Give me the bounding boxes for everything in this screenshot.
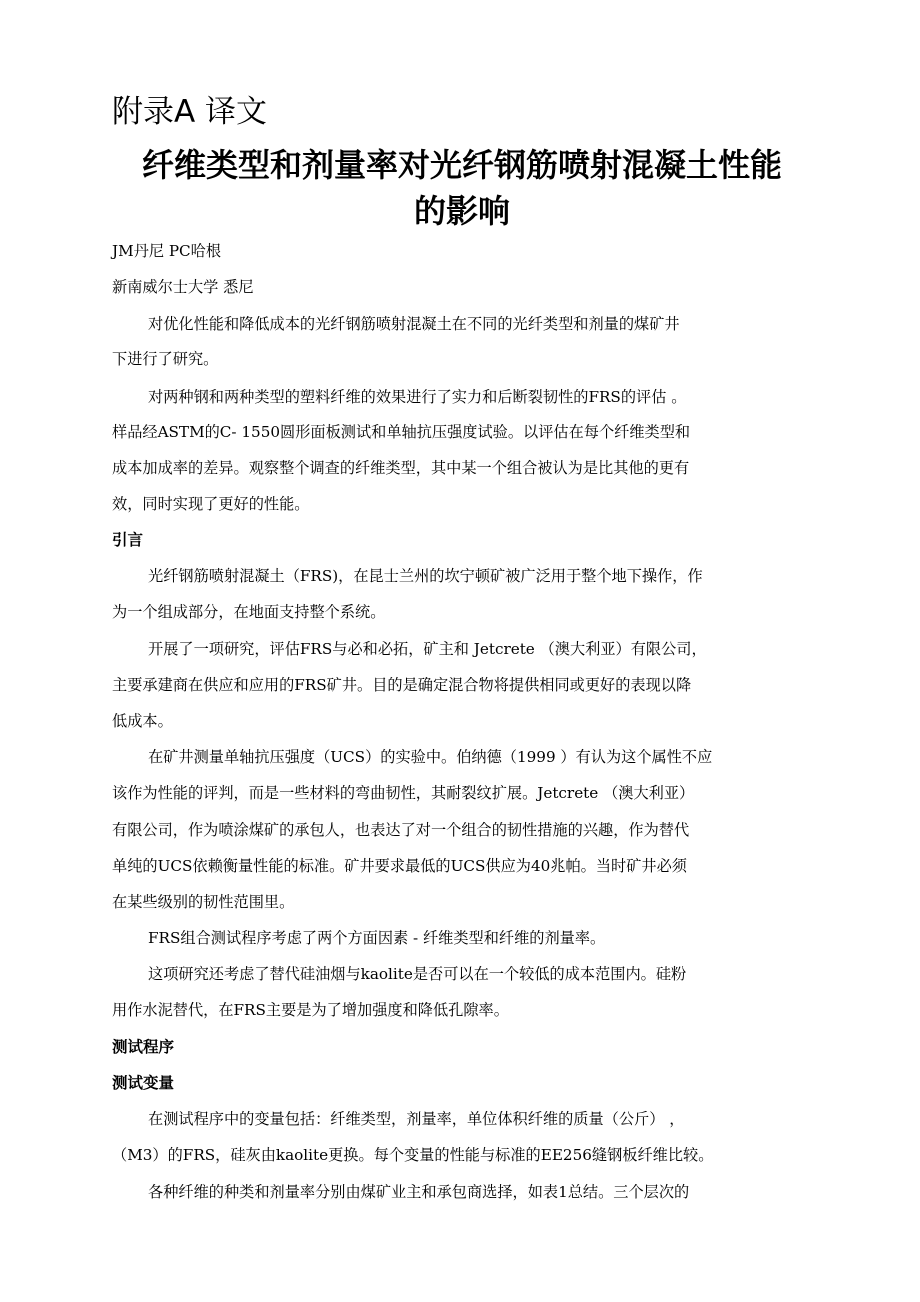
paragraph-line: 在某些级别的韧性范围里。 bbox=[112, 893, 295, 911]
section-heading-test-program: 测试程序 bbox=[112, 1038, 175, 1056]
paragraph-line: 效，同时实现了更好的性能。 bbox=[112, 495, 310, 513]
paragraph-line: 光纤钢筋喷射混凝土（FRS)，在昆士兰州的坎宁顿矿被广泛用于整个地下操作，作 bbox=[148, 567, 703, 585]
document-title bbox=[112, 142, 812, 234]
paragraph-line: 各种纤维的种类和剂量率分别由煤矿业主和承包商选择，如表1总结。三个层次的 bbox=[148, 1183, 690, 1201]
paragraph-line: 该作为性能的评判，而是一些材料的弯曲韧性，其耐裂纹扩展。Jetcrete （澳大利亚） bbox=[112, 784, 695, 802]
paragraph-line: 为一个组成部分，在地面支持整个系统。 bbox=[112, 603, 386, 621]
paragraph-line: 这项研究还考虑了替代硅油烟与kaolite是否可以在一个较低的成本范围内。硅粉 bbox=[148, 965, 687, 983]
paragraph-line: 用作水泥替代，在FRS主要是为了增加强度和降低孔隙率。 bbox=[112, 1001, 509, 1019]
paragraph-line: 对优化性能和降低成本的光纤钢筋喷射混凝土在不同的光纤类型和剂量的煤矿井 bbox=[148, 315, 680, 333]
authors: JM丹尼 PC哈根 bbox=[112, 242, 222, 260]
paragraph-line: 对两种钢和两种类型的塑料纤维的效果进行了实力和后断裂韧性的FRS的评估 。 bbox=[148, 388, 687, 406]
affiliation: 新南威尔士大学 悉尼 bbox=[112, 278, 254, 296]
section-heading-test-variables: 测试变量 bbox=[112, 1074, 175, 1092]
paragraph-line: 单纯的UCS依赖衡量性能的标准。矿井要求最低的UCS供应为40兆帕。当时矿井必须 bbox=[112, 857, 687, 875]
paragraph-line: 有限公司，作为喷涂煤矿的承包人，也表达了对一个组合的韧性措施的兴趣，作为替代 bbox=[112, 821, 690, 839]
paragraph-line: 主要承建商在供应和应用的FRS矿井。目的是确定混合物将提供相同或更好的表现以降 bbox=[112, 676, 692, 694]
appendix-heading: 附录A 译文 bbox=[112, 94, 268, 130]
section-heading-introduction: 引言 bbox=[112, 531, 144, 549]
paragraph-line: 开展了一项研究，评估FRS与必和必拓，矿主和 Jetcrete （澳大利亚）有限公司， bbox=[148, 640, 707, 658]
paragraph-line: 低成本。 bbox=[112, 712, 173, 730]
title-line: 的影响 bbox=[413, 192, 510, 230]
paragraph-line: 在测试程序中的变量包括：纤维类型，剂量率，单位体积纤维的质量（公斤） ， bbox=[148, 1110, 685, 1128]
paragraph-line: 成本加成率的差异。观察整个调查的纤维类型，其中某一个组合被认为是比其他的更有 bbox=[112, 459, 690, 477]
paragraph-line: （M3）的FRS，硅灰由kaolite更换。每个变量的性能与标准的EE256缝钢板纤维比较。 bbox=[112, 1146, 714, 1164]
title-line: 纤维类型和剂量率对光纤钢筋喷射混凝土性能 bbox=[141, 146, 782, 184]
paragraph-line: 样品经ASTM的C- 1550圆形面板测试和单轴抗压强度试验。以评估在每个纤维类型和 bbox=[112, 423, 691, 441]
paragraph-line: 下进行了研究。 bbox=[112, 350, 219, 368]
paragraph-line: 在矿井测量单轴抗压强度（UCS）的实验中。伯纳德（1999 ）有认为这个属性不应 bbox=[148, 748, 713, 766]
paragraph-line: FRS组合测试程序考虑了两个方面因素 - 纤维类型和纤维的剂量率。 bbox=[148, 929, 606, 947]
